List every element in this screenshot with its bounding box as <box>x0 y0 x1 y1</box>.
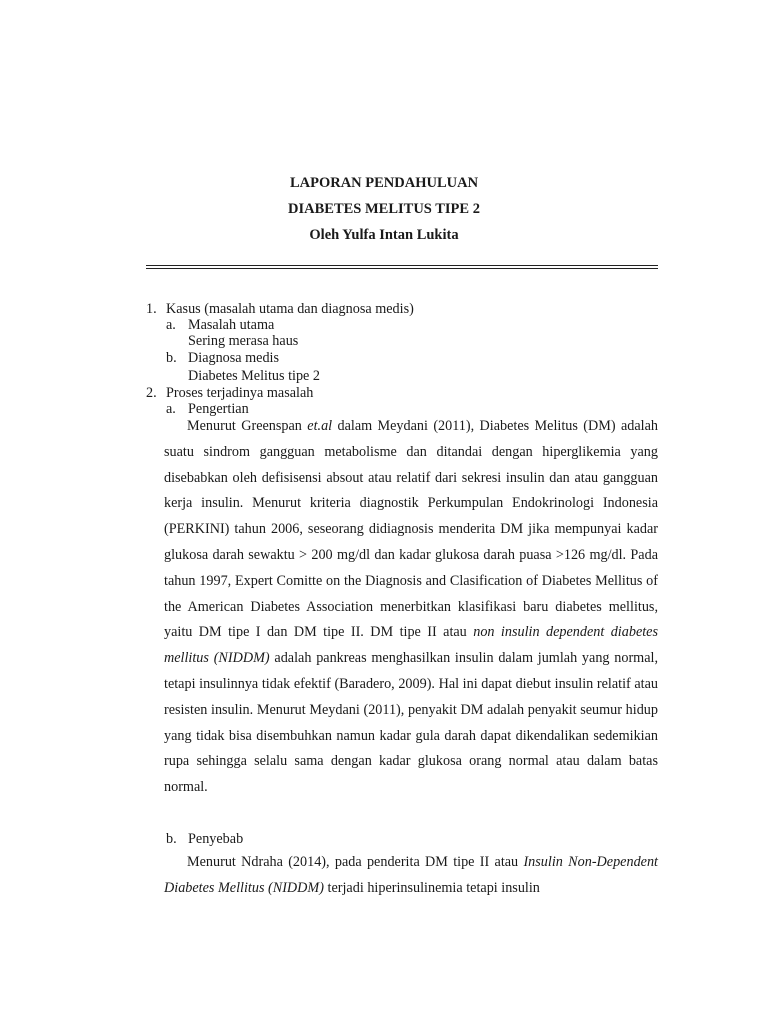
paragraph-pengertian <box>164 414 658 801</box>
report-author: Oleh Yulfa Intan Lukita <box>309 227 459 243</box>
list-item-label: Pengertian <box>188 401 249 417</box>
list-item-label: Diagnosa medis <box>188 350 280 366</box>
text-run: Menurut Ndraha (2014), pada penderita DM tipe II atau <box>187 854 524 870</box>
list-item-label: Penyebab <box>188 831 244 847</box>
list-number: 2. <box>146 385 157 401</box>
text-run: terjadi hiperinsulinemia tetapi insulin <box>323 879 540 896</box>
list-item-value: Sering merasa haus <box>188 333 299 349</box>
list-item-label: Kasus (masalah utama dan diagnosa medis) <box>166 301 414 317</box>
title-divider <box>146 268 658 269</box>
italic-text-run: et.al <box>307 418 333 434</box>
list-item-label: Proses terjadinya masalah <box>166 385 314 401</box>
text-run: Menurut Greenspan <box>187 418 308 434</box>
italic-text-run: Insulin Non-Dependent Diabetes Mellitus (NIDDM) <box>164 854 658 896</box>
report-title: LAPORAN PENDAHULUAN <box>289 175 479 191</box>
list-letter: b. <box>166 831 177 847</box>
text-run: dalam Meydani (2011), Diabetes Melitus (DM) adalah suatu sindrom gangguan metabolisme dan ditandai dengan hiperglikemia yang disebabkan oleh defisisensi absout atau relatif dari sekresi insulin dan atau gangguan kerja insulin. Menurut kriteria diagnostik Perkumpulan Endokrinologi Indonesia (PERKINI) tahun 2006, seseorang didiagnosis menderita DM jika mempunyai kadar glukosa darah sewaktu > 200 mg/dl dan kadar glukosa darah puasa >126 mg/dl. Pada tahun 1997, Expert Comitte on the Diagnosis and Clasification of Diabetes Mellitus of the American Diabetes Association menerbitkan klasifikasi baru diabetes mellitus, yaitu DM tipe I dan DM tipe II. DM tipe II atau <box>164 418 658 641</box>
list-number: 1. <box>146 301 157 317</box>
text-run: adalah pankreas menghasilkan insulin dalam jumlah yang normal, tetapi insulinnya tidak efektif (Baradero, 2009). Hal ini dapat diebut insulin relatif atau resisten insulin. Menurut Meydani (2011), penyakit DM adalah penyakit seumur hidup yang tidak bisa disembuhkan namun kadar gula darah dapat dikendalikan sedemikian rupa sehingga selalu sama dengan kadar glukosa orang normal atau dalam batas normal. <box>164 650 658 796</box>
list-item-label: Masalah utama <box>188 317 275 333</box>
list-letter: b. <box>166 350 177 366</box>
paragraph-penyebab <box>164 850 658 902</box>
list-letter: a. <box>166 317 176 333</box>
list-item-value: Diabetes Melitus tipe 2 <box>188 368 320 384</box>
report-subtitle: DIABETES MELITUS TIPE 2 <box>288 201 480 217</box>
italic-text-run: non insulin dependent diabetes mellitus (NIDDM) <box>164 624 658 667</box>
list-letter: a. <box>166 401 176 417</box>
title-divider <box>146 265 658 266</box>
